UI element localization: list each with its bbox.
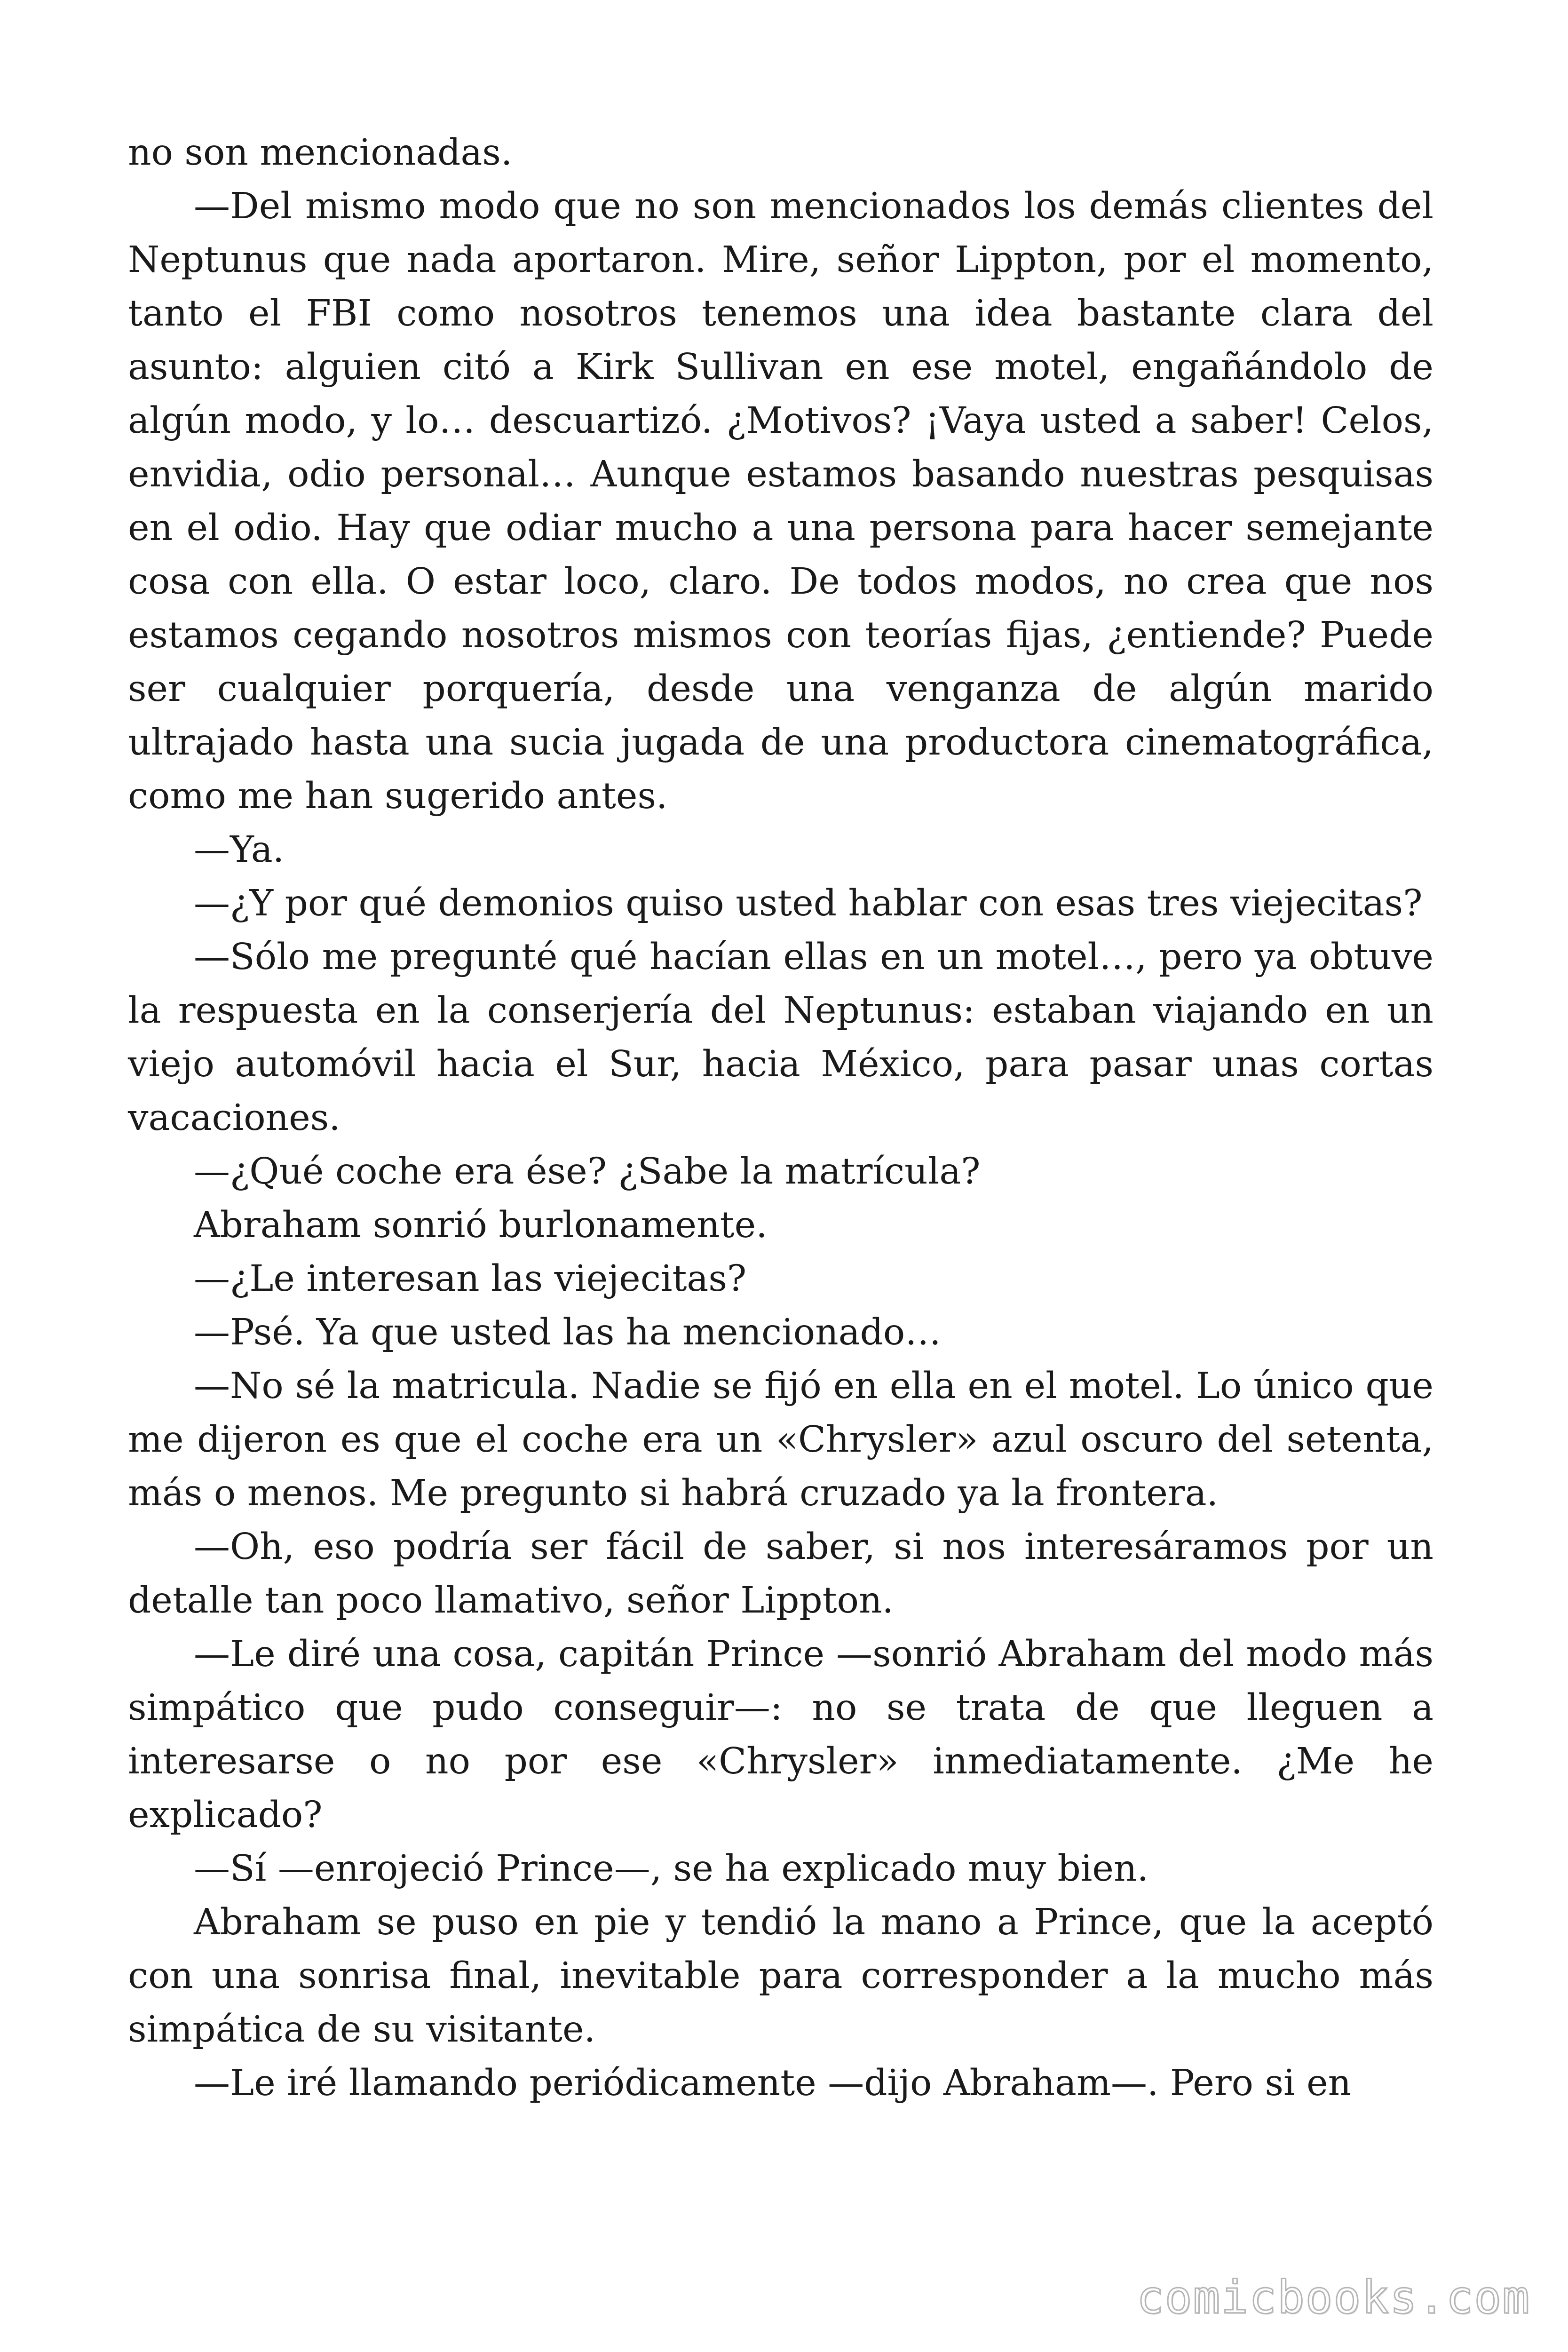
paragraph: —Ya. <box>194 829 285 871</box>
site-watermark: comicbooks.com <box>1136 2271 1530 2324</box>
page-text <box>128 126 1433 2110</box>
paragraph: —¿Qué coche era ése? ¿Sabe la matrícula? <box>194 1151 981 1192</box>
paragraph: —No sé la matricula. Nadie se fijó en ella en el motel. Lo único que me dijeron es que el coche era un «Chrysler» azul oscuro del setenta, más o menos. Me pregunto si habrá cruzado ya la frontera. <box>128 1365 1433 1514</box>
paragraph: no son mencionadas. <box>128 132 513 174</box>
paragraph: —Del mismo modo que no son mencionados los demás clientes del Neptunus que nada aportaron. Mire, señor Lippton, por el momento, tanto el FBI como nosotros tenemos una idea bastante clara del asunto: alguien citó a Kirk Sullivan en ese motel, engañándolo de algún modo, y lo… descuartizó. ¿Motivos? ¡Vaya usted a saber! Celos, envidia, odio personal… Aunque estamos basando nuestras pesquisas en el odio. Hay que odiar mucho a una persona para hacer semejante cosa con ella. O estar loco, claro. De todos modos, no crea que nos estamos cegando nosotros mismos con teorías fijas, ¿entiende? Puede ser cualquier porquería, desde una venganza de algún marido ultrajado hasta una sucia jugada de una productora cinematográfica, como me han sugerido antes. <box>128 185 1433 817</box>
paragraph: —Le diré una cosa, capitán Prince —sonrió Abraham del modo más simpático que pudo conseguir—: no se trata de que lleguen a interesarse o no por ese «Chrysler» inmediatamente. ¿Me he explicado? <box>128 1633 1433 1836</box>
paragraph: —Sí —enrojeció Prince—, se ha explicado muy bien. <box>194 1848 1149 1890</box>
paragraph: Abraham se puso en pie y tendió la mano a Prince, que la aceptó con una sonrisa final, inevitable para corresponder a la mucho más simpática de su visitante. <box>128 1901 1433 2050</box>
paragraph: —Le iré llamando periódicamente —dijo Abraham—. Pero si en <box>194 2062 1352 2104</box>
paragraph: —Psé. Ya que usted las ha mencionado… <box>194 1311 942 1353</box>
paragraph: —Sólo me pregunté qué hacían ellas en un motel…, pero ya obtuve la respuesta en la conserjería del Neptunus: estaban viajando en un viejo automóvil hacia el Sur, hacia México, para pasar unas cortas vacaciones. <box>128 936 1433 1139</box>
paragraph: —¿Y por qué demonios quiso usted hablar con esas tres viejecitas? <box>194 882 1423 924</box>
paragraph: —¿Le interesan las viejecitas? <box>194 1258 747 1300</box>
paragraph: Abraham sonrió burlonamente. <box>194 1204 768 1246</box>
paragraph: —Oh, eso podría ser fácil de saber, si nos interesáramos por un detalle tan poco llamativo, señor Lippton. <box>128 1526 1433 1621</box>
